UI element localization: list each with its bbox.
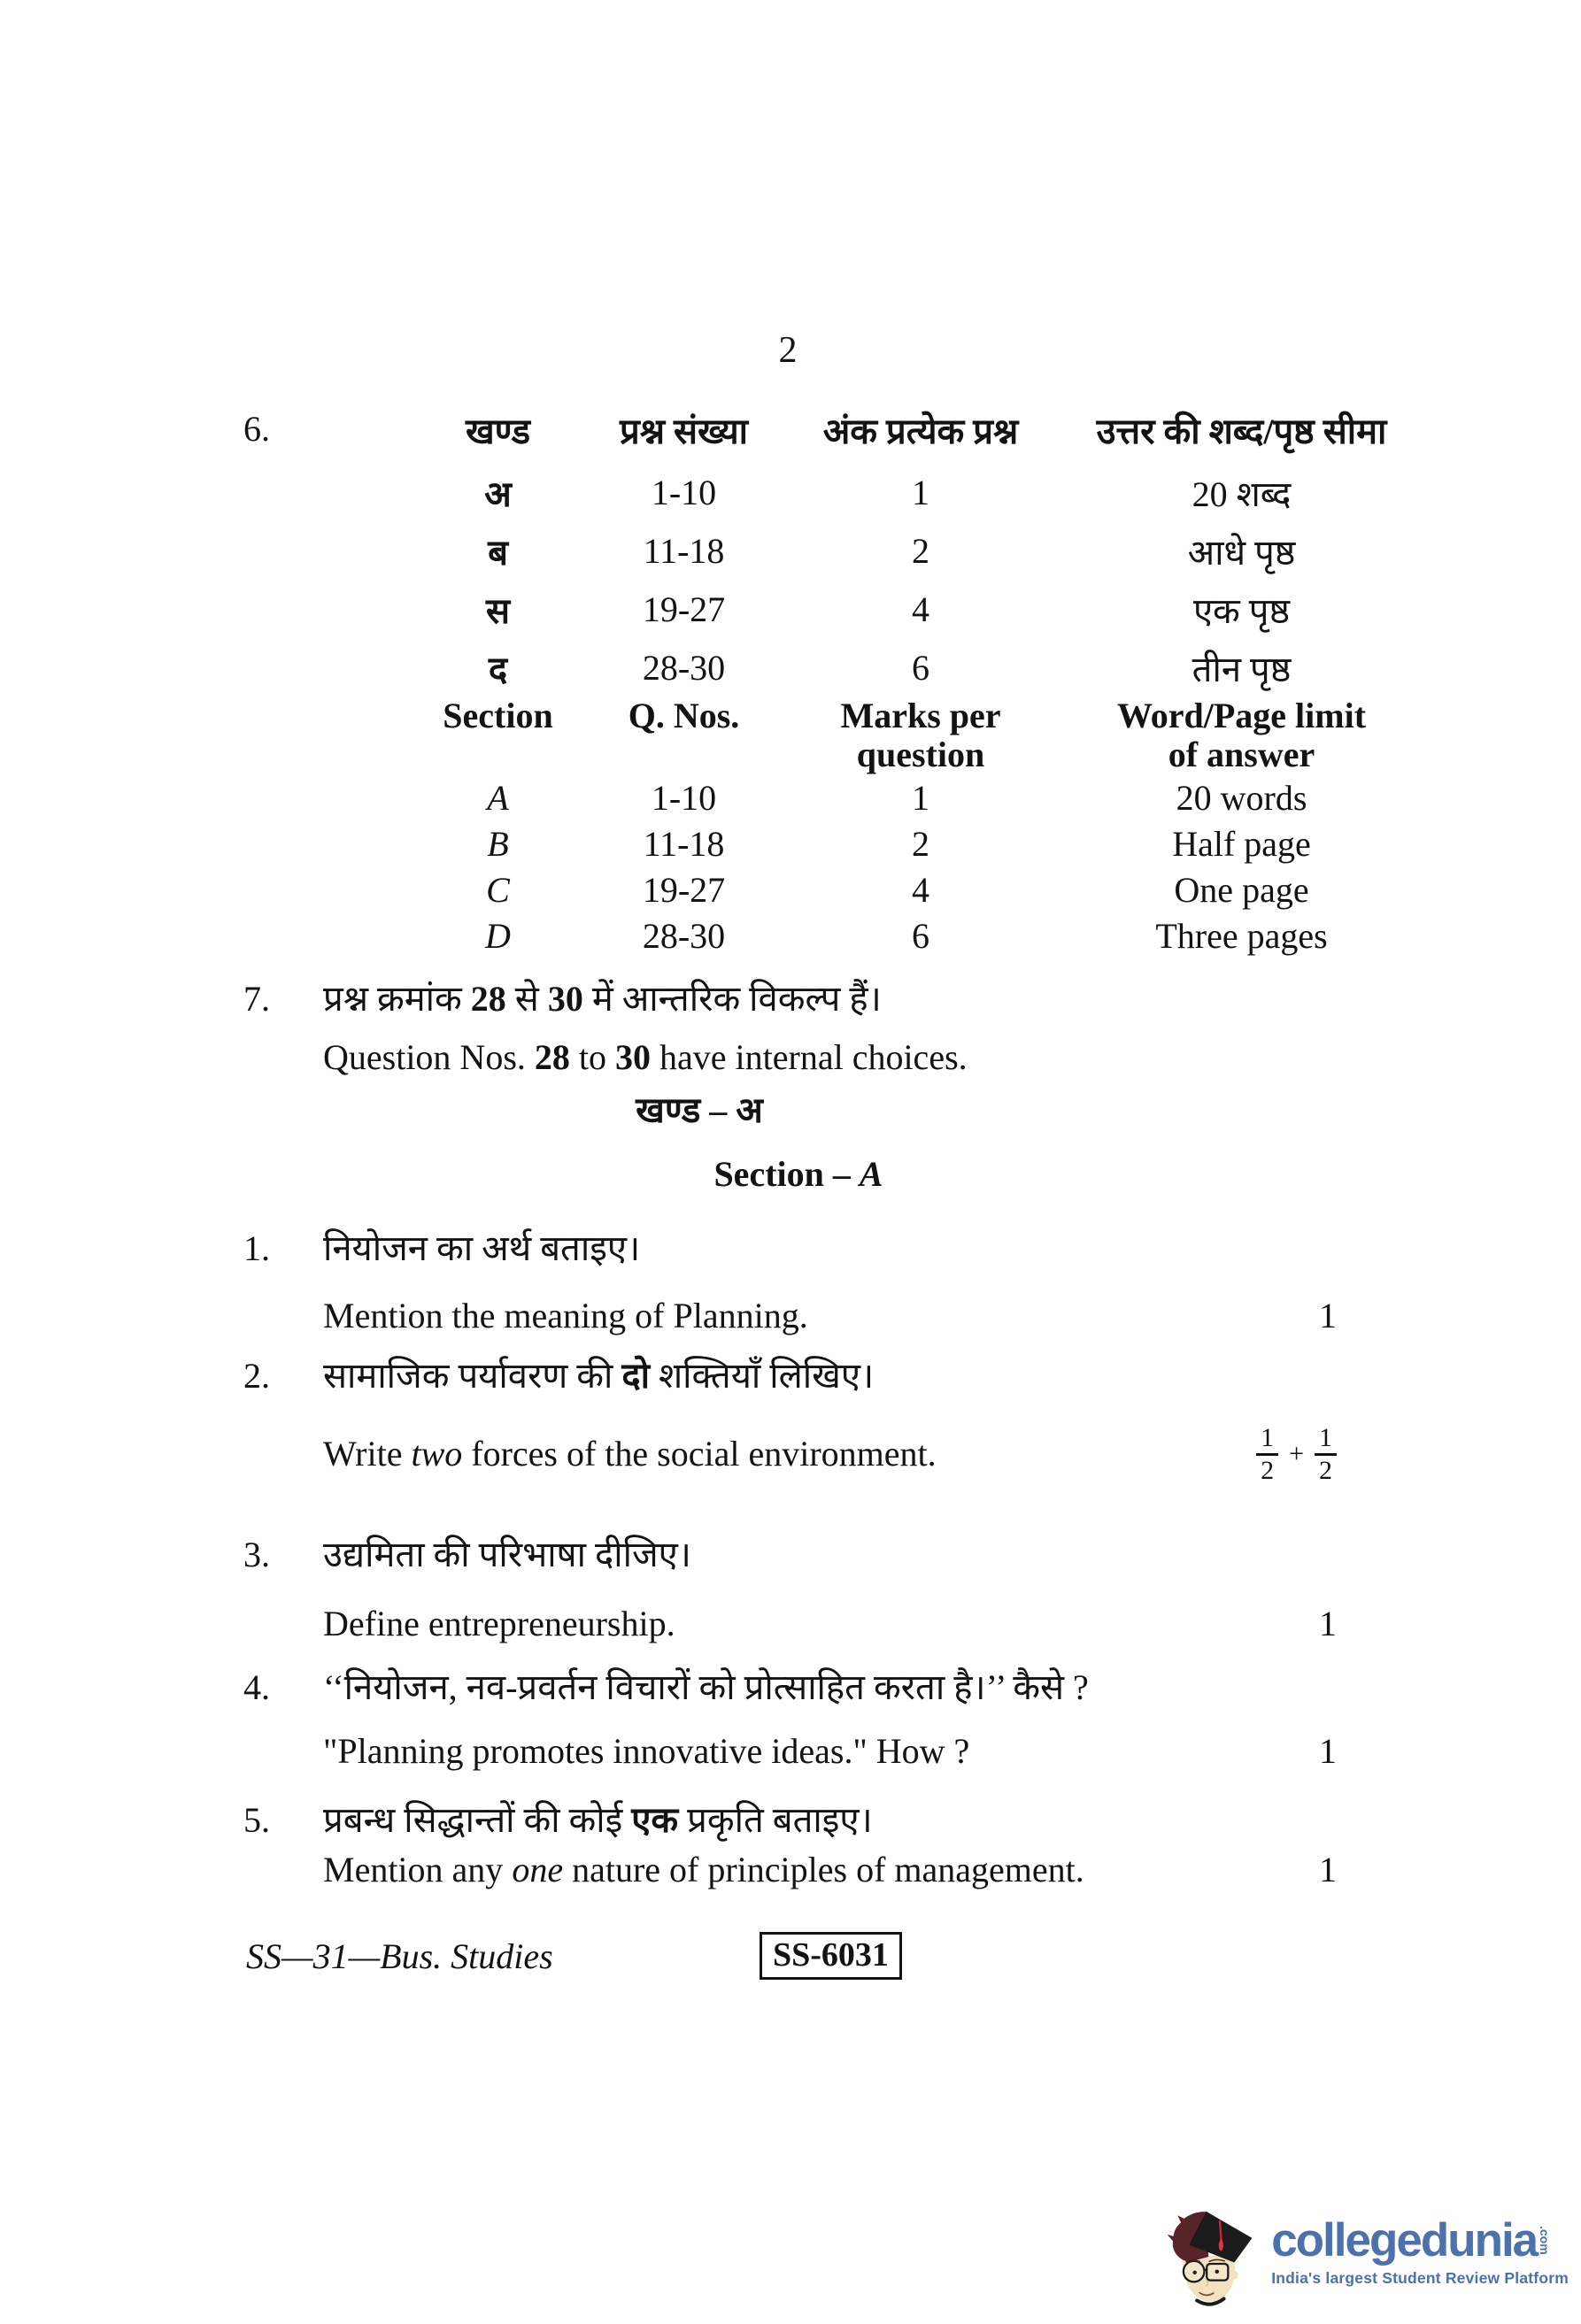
table-cell: Half page xyxy=(1172,823,1311,864)
question-english-row xyxy=(323,1295,1337,1337)
marks-value: 1 xyxy=(1319,1850,1337,1889)
table-cell: 4 xyxy=(912,869,929,910)
question-english-text: "Planning promotes innovative ideas." How ? xyxy=(323,1731,970,1771)
question-number: 4. xyxy=(243,1667,270,1707)
table-cell: B xyxy=(487,823,509,864)
question-number: 5. xyxy=(243,1800,270,1840)
question-english-text: Mention any one nature of principles of management. xyxy=(323,1850,1084,1889)
question-hindi-text: प्रबन्ध सिद्धान्तों की कोई एक प्रकृति बताइए। xyxy=(323,1800,873,1840)
question-english-row xyxy=(323,1849,1337,1891)
question-english-text: Mention the meaning of Planning. xyxy=(323,1296,808,1335)
fraction-first: $\frac{1}{2}$ xyxy=(1256,1423,1278,1486)
student-mascot-icon xyxy=(1156,2186,1269,2320)
table-cell: द xyxy=(488,649,508,689)
table-cell: 2 xyxy=(912,823,929,864)
table-cell: 19-27 xyxy=(642,589,726,629)
hindi-header-qnos: प्रश्न संख्या xyxy=(619,411,749,451)
question-english-row xyxy=(323,1603,1337,1645)
question-hindi-text: सामाजिक पर्यावरण की दो शक्तियाँ लिखिए। xyxy=(323,1356,875,1396)
instruction-number: 7. xyxy=(243,979,270,1019)
question-hindi-text: उद्यमिता की परिभाषा दीजिए। xyxy=(323,1535,691,1574)
table-cell: आधे पृष्ठ xyxy=(1187,532,1296,573)
table-cell: 28-30 xyxy=(642,647,726,688)
table-cell: स xyxy=(485,590,511,631)
table-cell: 19-27 xyxy=(642,869,726,910)
hindi-header-limit: उत्तर की शब्द/पृष्ठ सीमा xyxy=(1096,411,1387,451)
question-2 xyxy=(239,1355,1337,1498)
question-1 xyxy=(239,1227,1337,1337)
question-number: 3. xyxy=(243,1535,270,1574)
question-english-text: Write two forces of the social environment. xyxy=(323,1434,937,1474)
question-english-row xyxy=(323,1410,1337,1498)
question-hindi-text: नियोजन का अर्थ बताइए। xyxy=(323,1228,641,1268)
instruction-number: 6. xyxy=(243,409,270,449)
brand-text: collegedunia xyxy=(1271,2214,1538,2266)
question-4 xyxy=(239,1666,1337,1773)
question-3 xyxy=(239,1534,1337,1645)
section-heading-english: Section – A xyxy=(713,1154,883,1194)
table-cell: 1-10 xyxy=(651,472,717,512)
table-cell: 28-30 xyxy=(642,915,726,956)
instruction-7-hindi: प्रश्न क्रमांक 28 से 30 में आन्तरिक विकल्प हैं। xyxy=(323,979,882,1019)
table-cell: 6 xyxy=(912,915,929,956)
marks-fraction xyxy=(1256,1423,1337,1486)
question-hindi-text: ‘‘नियोजन, नव-प्रवर्तन विचारों को प्रोत्साहित करता है।’’ कैसे ? xyxy=(323,1667,1089,1707)
marks-value: 1 xyxy=(1319,1604,1337,1643)
page-footer xyxy=(239,1935,1337,1992)
table-cell: 1-10 xyxy=(651,777,717,818)
english-header-limit: Word/Page limit of answer xyxy=(1116,696,1367,774)
english-header-section: Section xyxy=(443,696,553,735)
table-cell: एक पृष्ठ xyxy=(1192,590,1291,631)
hindi-header-section: खण्ड xyxy=(465,411,531,451)
table-cell: 20 शब्द xyxy=(1192,473,1292,514)
table-cell: 11-18 xyxy=(643,530,725,571)
table-cell: तीन पृष्ठ xyxy=(1192,649,1292,689)
section-heading-hindi: खण्ड – अ xyxy=(636,1090,763,1130)
question-english-text: Define entrepreneurship. xyxy=(323,1604,675,1643)
paper-code: SS—31—Bus. Studies xyxy=(246,1936,553,1976)
collegedunia-logo xyxy=(1156,2186,1569,2320)
question-english-row xyxy=(323,1730,1337,1773)
brand-tagline: India's largest Student Review Platform xyxy=(1271,2269,1569,2287)
table-cell: ब xyxy=(488,532,508,573)
instruction-6 xyxy=(239,396,1387,958)
hindi-header-marks: अंक प्रत्येक प्रश्न xyxy=(822,411,1019,451)
page-content xyxy=(239,0,1387,1992)
fraction-second: $\frac{1}{2}$ xyxy=(1315,1423,1337,1486)
table-cell: One page xyxy=(1174,869,1309,910)
logo-text-block xyxy=(1271,2214,1569,2288)
marks-value: 1 xyxy=(1319,1731,1337,1771)
table-cell: 6 xyxy=(912,647,929,688)
question-number: 2. xyxy=(243,1356,270,1396)
marks-value: 1 xyxy=(1319,1296,1337,1335)
table-cell: D xyxy=(485,915,511,956)
paper-number-box: SS-6031 xyxy=(760,1932,902,1980)
table-cell: 20 words xyxy=(1176,777,1307,818)
plus-sign: + xyxy=(1289,1439,1304,1468)
table-cell: 1 xyxy=(912,472,929,512)
question-number: 1. xyxy=(243,1228,270,1268)
table-cell: 11-18 xyxy=(643,823,725,864)
table-cell: C xyxy=(486,869,510,910)
instruction-7 xyxy=(239,978,1337,1079)
page-number: 2 xyxy=(778,330,798,371)
table-cell: 1 xyxy=(912,777,929,818)
question-5 xyxy=(239,1799,1337,1891)
instruction-7-english: Question Nos. 28 to 30 have internal choices. xyxy=(323,1037,968,1077)
brand-tld: .com xyxy=(1538,2226,1553,2255)
marks-table xyxy=(407,396,1387,958)
table-cell: अ xyxy=(484,473,512,514)
english-header-qnos: Q. Nos. xyxy=(628,696,740,735)
table-cell: 4 xyxy=(912,589,929,629)
english-header-marks: Marks per question xyxy=(840,696,1001,774)
table-cell: Three pages xyxy=(1155,915,1328,956)
table-cell: A xyxy=(487,777,509,818)
table-cell: 2 xyxy=(912,530,929,571)
